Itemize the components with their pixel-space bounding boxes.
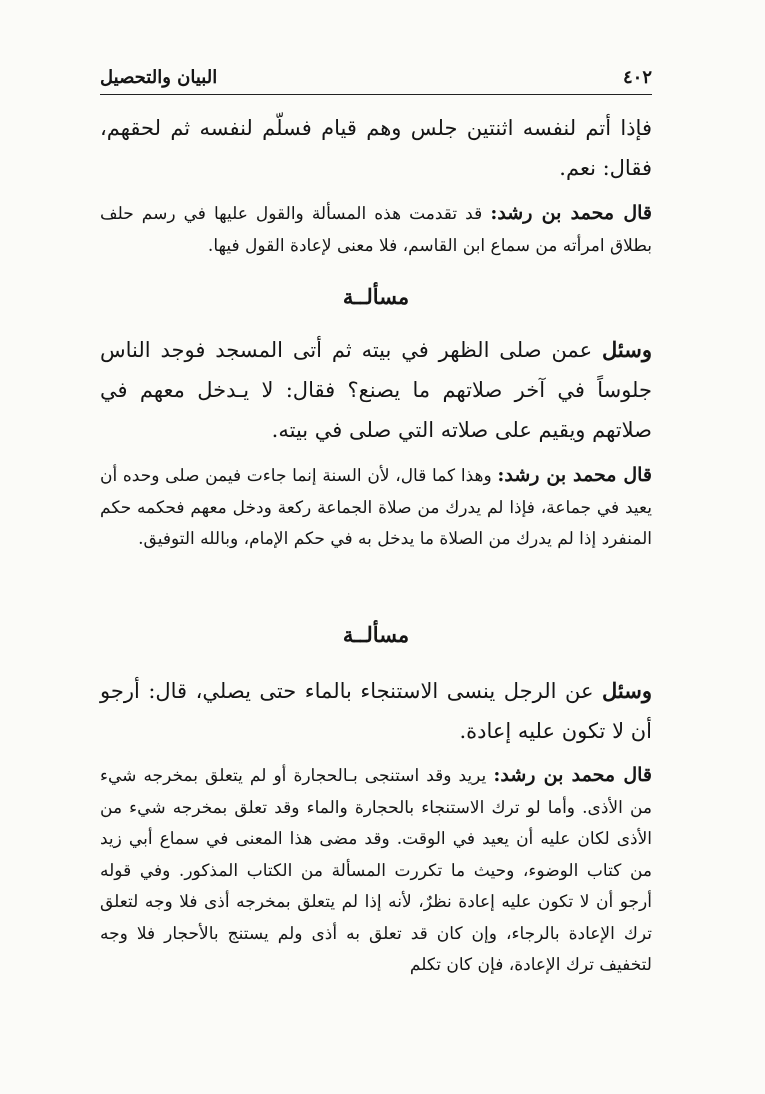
commentary-lead: قال محمد بن رشد: xyxy=(497,464,652,486)
section-heading: مسألــة xyxy=(342,622,410,647)
commentary-paragraph xyxy=(100,198,652,262)
commentary-text: يريد وقد استنجى بـالحجارة أو لم يتعلق بمخرجه شيء من الأذى. وأما لو ترك الاستنجاء بالحجارة والماء وقد تعلق بمخرجه شيء من الأذى لكان عليه أن يعيد في الوقت. وقد مضى هذا المعنى في سماع أبي زيد من كتاب الوضوء، وحيث ما تكررت المسألة من الكتاب المذكور. وفي قوله أرجو أن لا تكون عليه إعادة نظرٌ، لأنه إذا لم يتعلق بمخرجه أذى فلا وجه لتعلق ترك الإعادة بالرجاء، وإن كان قد تعلق به أذى ولم يستنج بالأحجار فلا وجه لتخفيف ترك الإعادة، فإن كان تكلم xyxy=(100,766,652,975)
book-title: البيان والتحصيل xyxy=(100,66,218,88)
commentary-paragraph xyxy=(100,760,652,982)
running-header xyxy=(100,60,652,94)
section-heading: مسألــة xyxy=(342,284,410,309)
question-text: عن الرجل ينسى الاستنجاء بالماء حتى يصلي، قال: أرجو أن لا تكون عليه إعادة. xyxy=(100,679,652,743)
commentary-text: قد تقدمت هذه المسألة والقول عليها في رسم حلف بطلاق امرأته من سماع ابن القاسم، فلا معنى لإعادة القول فيها. xyxy=(100,204,652,256)
question-continuation xyxy=(100,108,652,188)
commentary-lead: قال محمد بن رشد: xyxy=(490,202,653,224)
question-paragraph xyxy=(100,671,652,751)
question-text: فإذا أتم لنفسه اثنتين جلس وهم قيام فسلّم لنفسه ثم لحقهم، فقال: نعم. xyxy=(100,116,652,180)
question-text: عمن صلى الظهر في بيته ثم أتى المسجد فوجد الناس جلوساً في آخر صلاتهم ما يصنع؟ فقال: لا يـدخل معهم في صلاتهم ويقيم على صلاته التي صلى في بيته. xyxy=(100,338,652,442)
question-lead: وسئل xyxy=(602,678,652,703)
header-rule xyxy=(100,94,652,95)
question-lead: وسئل xyxy=(602,337,652,362)
commentary-paragraph xyxy=(100,460,652,556)
commentary-lead: قال محمد بن رشد: xyxy=(493,764,652,786)
commentary-text: وهذا كما قال، لأن السنة إنما جاءت فيمن صلى وحده أن يعيد في جماعة، فإذا لم يدرك من صلاة الجماعة ركعة ودخل معهم فحكمه حكم المنفرد إذا لم يدرك من الصلاة ما يدخل به في حكم الإمام، وبالله التوفيق. xyxy=(100,466,652,549)
question-paragraph xyxy=(100,330,652,450)
page-number: ٤٠٢ xyxy=(622,66,652,88)
